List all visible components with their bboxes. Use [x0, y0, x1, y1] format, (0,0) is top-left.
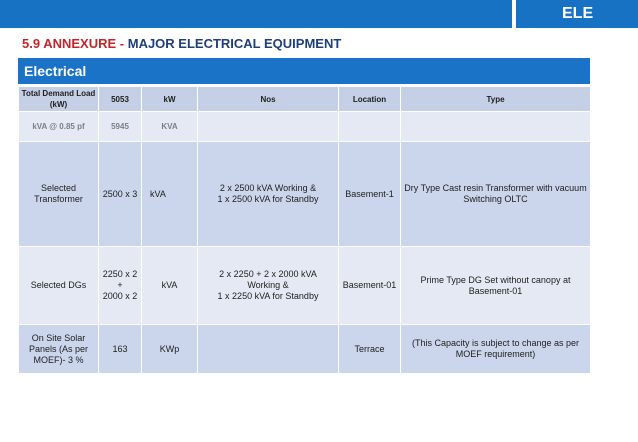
subheader-kva-label: kVA @ 0.85 pf — [19, 112, 99, 142]
page-title-number: 5.9 ANNEXURE - — [22, 36, 125, 51]
row-rating: 2250 x 2 + 2000 x 2 — [99, 247, 142, 325]
subheader-empty — [401, 112, 591, 142]
header-demand-load: Total Demand Load (kW) — [19, 87, 99, 112]
row-unit: kVA — [142, 247, 198, 325]
subheader-empty — [339, 112, 401, 142]
row-location: Terrace — [339, 325, 401, 374]
row-unit: KWp — [142, 325, 198, 374]
header-unit: kW — [142, 87, 198, 112]
header-type: Type — [401, 87, 591, 112]
row-rating: 163 — [99, 325, 142, 374]
top-bar-band — [0, 0, 512, 28]
page-title — [22, 36, 341, 51]
row-item: Selected Transformer — [19, 142, 99, 247]
row-type: (This Capacity is subject to change as per MOEF requirement) — [401, 325, 591, 374]
table-header-row — [19, 87, 591, 112]
section-header — [18, 58, 590, 84]
row-type: Dry Type Cast resin Transformer with vacuum Switching OLTC — [401, 142, 591, 247]
row-location: Basement-01 — [339, 247, 401, 325]
section-tag — [516, 0, 638, 28]
section-tag-label: ELE — [562, 5, 594, 22]
row-nos: 2 x 2250 + 2 x 2000 kVA Working & 1 x 2250 kVA for Standby — [198, 247, 339, 325]
equipment-table — [18, 86, 591, 374]
page-title-text: MAJOR ELECTRICAL EQUIPMENT — [127, 36, 342, 51]
table-subheader-row — [19, 112, 591, 142]
row-unit: kVA — [142, 142, 198, 247]
subheader-empty — [198, 112, 339, 142]
header-value: 5053 — [99, 87, 142, 112]
header-location: Location — [339, 87, 401, 112]
row-nos: 2 x 2500 kVA Working & 1 x 2500 kVA for Standby — [198, 142, 339, 247]
table-row — [19, 142, 591, 247]
row-location: Basement-1 — [339, 142, 401, 247]
row-item: Selected DGs — [19, 247, 99, 325]
subheader-kva-value: 5945 — [99, 112, 142, 142]
table-row — [19, 325, 591, 374]
row-type: Prime Type DG Set without canopy at Basement-01 — [401, 247, 591, 325]
row-nos — [198, 325, 339, 374]
top-bar — [0, 0, 638, 28]
header-nos: Nos — [198, 87, 339, 112]
row-rating: 2500 x 3 — [99, 142, 142, 247]
section-header-label: Electrical — [24, 63, 87, 79]
row-item: On Site Solar Panels (As per MOEF)- 3 % — [19, 325, 99, 374]
table-row — [19, 247, 591, 325]
subheader-kva-unit: KVA — [142, 112, 198, 142]
